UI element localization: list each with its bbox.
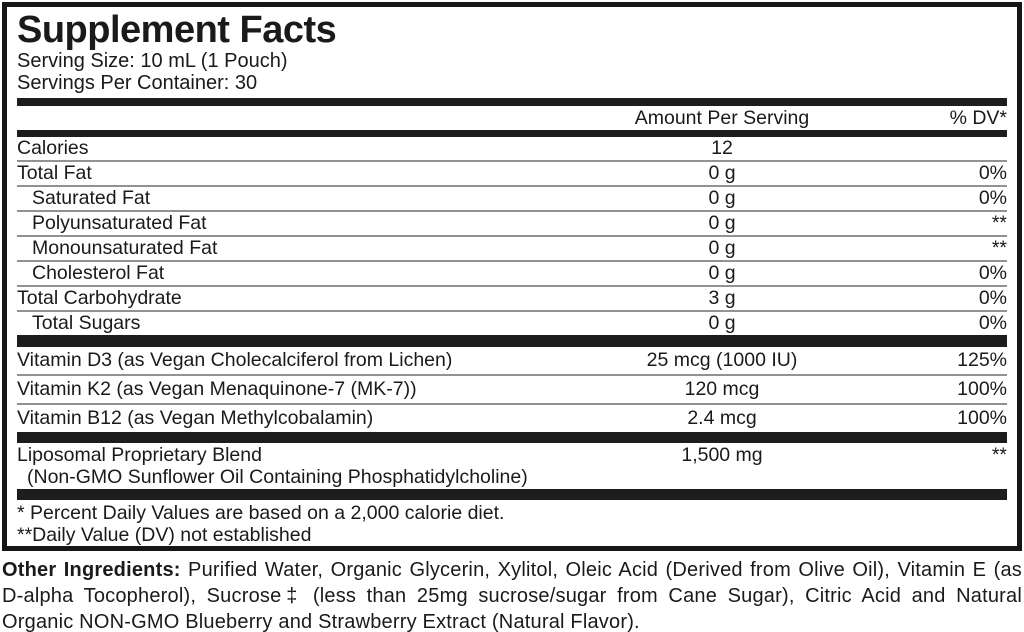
amount-value: 12 xyxy=(711,137,733,159)
amount-value: 2.4 mcg xyxy=(687,407,757,429)
amount-value: 0 g xyxy=(708,212,736,234)
dv-value: 0% xyxy=(978,162,1007,184)
nutrient-name: Cholesterol Fat xyxy=(32,262,165,284)
dv-value: 100% xyxy=(957,378,1007,400)
nutrient-name: Total Sugars xyxy=(32,312,141,334)
dv-value: 100% xyxy=(957,407,1007,429)
row-calories xyxy=(17,137,1007,162)
dv-column-header: % DV* xyxy=(949,106,1007,129)
footnotes xyxy=(17,500,1007,546)
serving-size: Serving Size: 10 mL (1 Pouch) xyxy=(17,50,288,72)
amount-value: 25 mcg (1000 IU) xyxy=(646,349,798,371)
nutrient-name: Vitamin D3 (as Vegan Cholecalciferol from Lichen) xyxy=(17,349,453,371)
divider-bar xyxy=(17,432,1007,443)
amount-value: 1,500 mg xyxy=(681,444,763,466)
other-ingredients-text: Purified Water, Organic Glycerin, Xylitol, Oleic Acid (Derived from Olive Oil), Vitamin E (as D-alpha Tocopherol), Sucrose‡ (less than 25mg sucrose/sugar from Cane Sugar), Citric Acid and Natural Organic NON-GMO Blueberry and Strawberry Extract (Natural Flavor). xyxy=(2,559,1022,632)
amount-value: 0 g xyxy=(708,187,736,209)
dv-value: ** xyxy=(991,212,1007,234)
amount-value: 0 g xyxy=(708,237,736,259)
nutrient-name: Liposomal Proprietary Blend xyxy=(17,444,262,466)
blend-detail: (Non-GMO Sunflower Oil Containing Phosphatidylcholine) xyxy=(27,466,528,488)
row-total-fat xyxy=(17,162,1007,187)
row-vitamin-k2 xyxy=(17,376,1007,405)
row-saturated-fat xyxy=(17,187,1007,212)
row-total-sugars xyxy=(17,312,1007,335)
column-header-row xyxy=(17,106,1007,130)
row-vitamin-b12 xyxy=(17,405,1007,432)
servings-per-container: Servings Per Container: 30 xyxy=(17,72,258,94)
amount-value: 0 g xyxy=(708,312,736,334)
row-monounsaturated-fat xyxy=(17,237,1007,262)
dv-value: 0% xyxy=(978,262,1007,284)
nutrient-name: Total Carbohydrate xyxy=(17,287,182,309)
divider-bar xyxy=(17,98,1007,106)
dv-value: 0% xyxy=(978,187,1007,209)
amount-column-header: Amount Per Serving xyxy=(634,106,810,129)
footnote-daily-values: * Percent Daily Values are based on a 2,000 calorie diet. xyxy=(17,502,505,524)
dv-value: 0% xyxy=(978,312,1007,334)
facts-title: Supplement Facts xyxy=(17,9,337,51)
amount-value: 3 g xyxy=(708,287,736,309)
nutrient-name: Total Fat xyxy=(17,162,92,184)
row-liposomal-blend xyxy=(17,443,1007,489)
nutrient-name: Vitamin B12 (as Vegan Methylcobalamin) xyxy=(17,407,374,429)
dv-value: ** xyxy=(991,444,1007,466)
dv-value: ** xyxy=(991,237,1007,259)
divider-bar xyxy=(17,130,1007,137)
row-total-carbohydrate xyxy=(17,287,1007,312)
amount-value: 0 g xyxy=(708,162,736,184)
dv-value: 0% xyxy=(978,287,1007,309)
row-vitamin-d3 xyxy=(17,347,1007,376)
nutrient-name: Monounsaturated Fat xyxy=(32,237,218,259)
nutrient-name: Saturated Fat xyxy=(32,187,151,209)
other-ingredients-paragraph xyxy=(2,557,1022,632)
nutrient-name: Polyunsaturated Fat xyxy=(32,212,207,234)
row-cholesterol-fat xyxy=(17,262,1007,287)
amount-value: 0 g xyxy=(708,262,736,284)
blend-name-block xyxy=(17,444,552,488)
divider-bar xyxy=(17,335,1007,347)
amount-value: 120 mcg xyxy=(684,378,760,400)
nutrient-name: Calories xyxy=(17,137,89,159)
supplement-facts-box xyxy=(2,2,1022,551)
row-polyunsaturated-fat xyxy=(17,212,1007,237)
divider-bar xyxy=(17,489,1007,500)
dv-value: 125% xyxy=(957,349,1007,371)
footnote-dv-not-established: **Daily Value (DV) not established xyxy=(17,523,312,546)
other-ingredients-label: Other Ingredients: xyxy=(2,559,181,581)
nutrient-name: Vitamin K2 (as Vegan Menaquinone-7 (MK-7)) xyxy=(17,378,417,400)
